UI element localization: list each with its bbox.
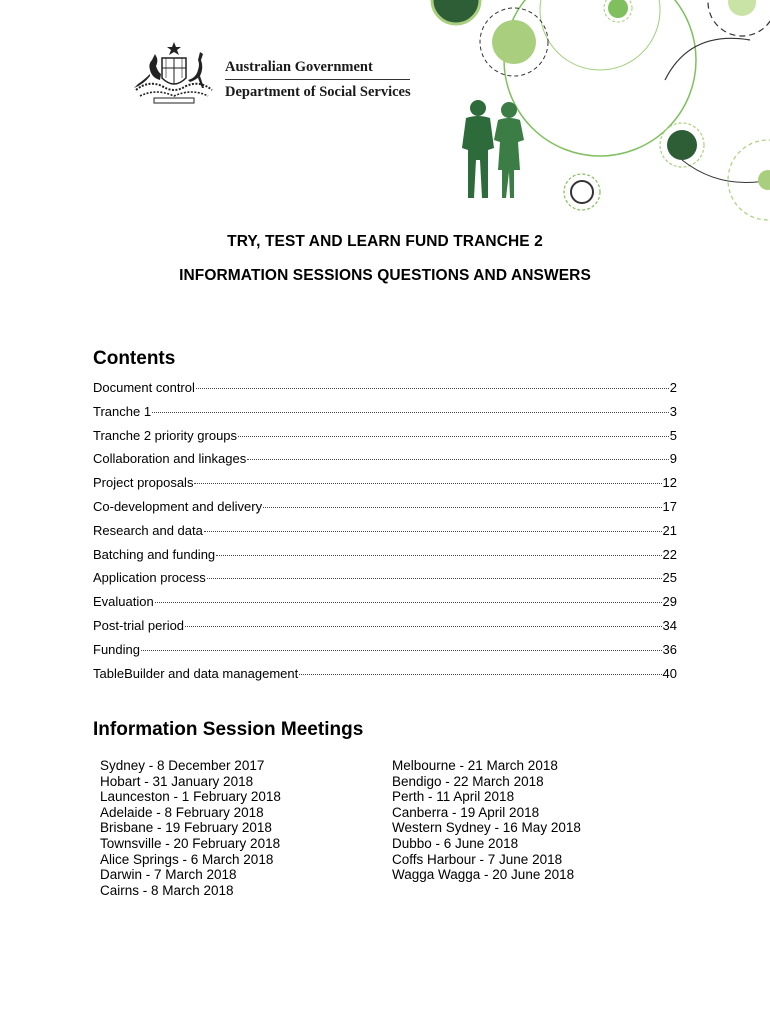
meeting-entry: Alice Springs - 6 March 2018 (100, 851, 274, 867)
toc-leader (155, 594, 662, 603)
toc-leader (247, 451, 669, 460)
toc-page: 17 (662, 498, 677, 514)
meeting-entry: Hobart - 31 January 2018 (100, 773, 254, 789)
toc-leader (216, 547, 661, 556)
toc-entry[interactable] (93, 666, 677, 690)
toc-leader (152, 404, 669, 413)
toc-leader (141, 642, 662, 651)
meeting-entry: Canberra - 19 April 2018 (392, 804, 540, 820)
meeting-entry: Brisbane - 19 February 2018 (100, 820, 272, 836)
toc-leader (196, 380, 669, 389)
toc-page: 22 (662, 546, 677, 562)
dark-circle-icon (432, 0, 480, 24)
toc-label: Tranche 2 priority groups (93, 427, 238, 443)
meeting-entry: Coffs Harbour - 7 June 2018 (392, 851, 563, 867)
large-ring-icon (504, 0, 696, 156)
toc-entry[interactable] (93, 475, 677, 499)
toc-leader (263, 499, 661, 508)
document-title: TRY, TEST AND LEARN FUND TRANCHE 2 (227, 233, 543, 250)
toc-entry[interactable] (93, 618, 677, 642)
toc-page: 25 (662, 570, 677, 586)
meeting-entry: Wagga Wagga - 20 June 2018 (392, 867, 575, 883)
document-subtitle: INFORMATION SESSIONS QUESTIONS AND ANSWERS (179, 267, 591, 284)
toc-label: Post-trial period (93, 617, 185, 633)
toc-label: Application process (93, 570, 206, 586)
toc-leader (299, 666, 661, 675)
meetings-heading: Information Session Meetings (93, 719, 364, 740)
toc-label: Batching and funding (93, 546, 216, 562)
toc-page: 40 (662, 665, 677, 681)
contents-heading: Contents (93, 348, 176, 369)
light-circle-icon (492, 20, 536, 64)
header-artwork (420, 0, 770, 225)
toc-entry[interactable] (93, 523, 677, 547)
toc-page: 36 (662, 641, 677, 657)
toc-label: Document control (93, 380, 195, 395)
toc-page: 21 (662, 522, 677, 538)
toc-leader (194, 475, 661, 484)
toc-page: 12 (662, 475, 677, 491)
meeting-entry: Darwin - 7 March 2018 (100, 867, 237, 883)
toc-label: Research and data (93, 522, 203, 538)
meeting-entry: Perth - 11 April 2018 (392, 789, 515, 805)
person-silhouette-icon (462, 100, 494, 198)
toc-leader (207, 570, 662, 579)
meetings-list-left (100, 758, 281, 898)
toc-leader (238, 428, 669, 437)
meeting-entry: Townsville - 20 February 2018 (100, 835, 281, 851)
toc-entry[interactable] (93, 451, 677, 475)
table-of-contents (93, 380, 677, 689)
toc-leader (204, 523, 662, 532)
toc-leader (185, 618, 661, 627)
toc-page: 9 (669, 451, 677, 467)
toc-page: 29 (662, 594, 677, 610)
meeting-entry: Bendigo - 22 March 2018 (392, 773, 544, 789)
meeting-entry: Dubbo - 6 June 2018 (392, 835, 519, 851)
org-divider (225, 79, 410, 80)
toc-page: 34 (662, 617, 677, 633)
toc-page: 3 (669, 403, 677, 419)
toc-label: Co-development and delivery (93, 498, 263, 514)
meeting-entry: Sydney - 8 December 2017 (100, 758, 265, 773)
toc-entry[interactable] (93, 570, 677, 594)
toc-label: Tranche 1 (93, 403, 152, 419)
meeting-entry: Melbourne - 21 March 2018 (392, 758, 558, 773)
toc-label: Project proposals (93, 475, 194, 491)
toc-entry[interactable] (93, 642, 677, 666)
toc-page: 2 (669, 380, 677, 395)
toc-entry[interactable] (93, 547, 677, 571)
toc-entry[interactable] (93, 499, 677, 523)
toc-label: TableBuilder and data management (93, 665, 299, 681)
org-name: Australian Government (225, 59, 373, 75)
accent-circle-icon (667, 130, 697, 160)
meeting-entry: Adelaide - 8 February 2018 (100, 804, 264, 820)
toc-label: Evaluation (93, 594, 154, 610)
toc-page: 5 (669, 427, 677, 443)
coat-of-arms-icon (128, 40, 220, 108)
toc-label: Funding (93, 641, 140, 657)
toc-label: Collaboration and linkages (93, 451, 247, 467)
toc-entry[interactable] (93, 594, 677, 618)
meeting-entry: Cairns - 8 March 2018 (100, 882, 234, 898)
toc-entry[interactable] (93, 428, 677, 452)
meeting-entry: Western Sydney - 16 May 2018 (392, 820, 581, 836)
department-name: Department of Social Services (225, 84, 411, 100)
meeting-entry: Launceston - 1 February 2018 (100, 789, 281, 805)
toc-entry[interactable] (93, 404, 677, 428)
person-silhouette-icon (494, 102, 524, 198)
toc-entry[interactable] (93, 380, 677, 404)
meetings-list-right (392, 758, 581, 883)
government-logo (128, 40, 428, 110)
